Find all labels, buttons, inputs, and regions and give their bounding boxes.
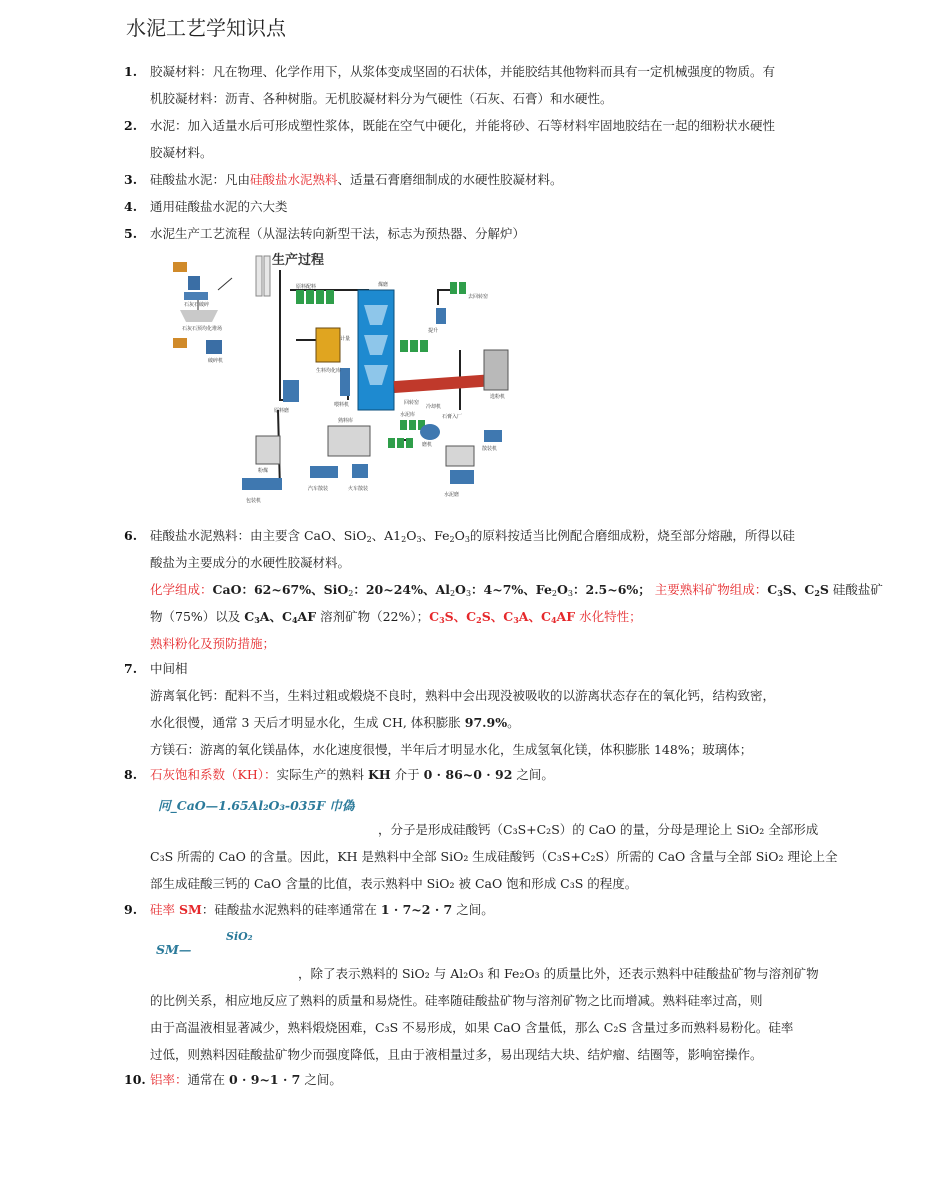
- diagram-label: 原料磨: [274, 408, 290, 414]
- item-number: 7.: [124, 661, 138, 676]
- item-8-line-3: C₃S 所需的 CaO 的含量。因此，KH 是熟料中全部 SiO₂ 生成硅酸钙（C₃S+C₂S）所需的 CaO 含量与全部 SiO₂ 理论上全: [150, 849, 838, 864]
- item-9-line-1: 硅率 SM：硅酸盐水泥熟料的硅率通常在 1 · 7~2 · 7 之间。: [150, 902, 494, 917]
- page-title: 水泥工艺学知识点: [126, 16, 286, 40]
- highlight-text: 硅酸盐水泥熟料: [250, 172, 338, 187]
- item-7-line-1: 游离氧化钙：配料不当，生料过粗或煅烧不良时，熟料中会出现没被吸收的以游离状态存在的氧化钙，结构致密，: [150, 688, 776, 703]
- item-number: 10.: [124, 1072, 146, 1087]
- diagram-label: 选粉机: [490, 394, 506, 400]
- item-7-title: 中间相: [150, 661, 188, 676]
- diagram-label: 熟料库: [338, 418, 354, 424]
- raw-mill-icon: [283, 380, 299, 402]
- item-number: 3.: [124, 172, 138, 187]
- item-6-line-2: 酸盐为主要成分的水硬性胶凝材料。: [150, 555, 351, 570]
- item-9-line-4: 由于高温液相显著减少，熟料煅烧困难，C₃S 不易形成，如果 CaO 含量低，那么 C₂S 含量过多而熟料易粉化。硅率: [150, 1020, 794, 1035]
- item-8-line-1: 石灰饱和系数（KH）：实际生产的熟料 KH 介于 0 · 86~0 · 92 之间。: [150, 767, 554, 782]
- diagram-label: 煤磨: [378, 282, 389, 288]
- diagram-label: 破碎机: [208, 358, 224, 364]
- diagram-label: 喂料机: [334, 402, 350, 408]
- diagram-label: 石灰石破碎: [184, 302, 210, 308]
- diagram-label: 回转窑: [404, 400, 420, 406]
- diagram-label: 散装机: [482, 446, 498, 452]
- item-6-line-5: 熟料粉化及预防措施；: [150, 636, 276, 651]
- preheater-tower-icon: [358, 290, 394, 410]
- sm-formula-numerator: SiO₂: [226, 930, 253, 943]
- item-7-line-2: 水化很慢，通常 3 天后才明显水化，生成 CH, 体积膨胀 97.9%。: [150, 715, 520, 730]
- diagram-label: 汽车散装: [308, 486, 329, 492]
- item-1-line-2: 机胶凝材料：沥青、各种树脂。无机胶凝材料分为气硬性（石灰、石膏）和水硬性。: [150, 91, 613, 106]
- item-number: 1.: [124, 64, 138, 79]
- diagram-label: 水泥库: [400, 412, 416, 418]
- item-10-line: 铝率：通常在 0 · 9~1 · 7 之间。: [150, 1072, 342, 1087]
- diagram-label: 冷却机: [426, 404, 442, 410]
- diagram-label: 火车散装: [348, 486, 369, 492]
- diagram-label: 磨机: [422, 442, 433, 448]
- item-9-line-3: 的比例关系，相应地反应了熟料的质量和易烧性。硅率随硅酸盐矿物与溶剂矿物之比而增减。熟料硅率过高，则: [150, 993, 763, 1008]
- diagram-title: 生产过程: [272, 253, 325, 268]
- item-2-line-2: 胶凝材料。: [150, 145, 213, 160]
- item-5-line: 水泥生产工艺流程（从湿法转向新型干法，标志为预热器、分解炉）: [150, 226, 526, 241]
- diagram-label: 水泥磨: [444, 492, 460, 498]
- diagram-label: 生料均化库: [316, 368, 342, 374]
- item-number: 8.: [124, 767, 138, 782]
- item-number: 4.: [124, 199, 138, 214]
- item-number: 5.: [124, 226, 138, 241]
- item-7-line-3: 方镁石：游离的氧化镁晶体，水化速度很慢，半年后才明显水化，生成氢氧化镁，体积膨胀 148%；玻璃体；: [150, 742, 753, 757]
- item-8-line-2: ，分子是形成硅酸钙（C₃S+C₂S）的 CaO 的量，分母是理论上 SiO₂ 全部形成: [378, 822, 819, 837]
- item-9-line-5: 过低，则熟料因硅酸盐矿物少而强度降低，且由于液相量过多，易出现结大块、结炉瘤、结圈等，影响窑操作。: [150, 1047, 763, 1062]
- item-1-line-1: 胶凝材料：凡在物理、化学作用下，从浆体变成坚固的石状体，并能胶结其他物料而具有一定机械强度的物质。有: [150, 64, 776, 79]
- item-6-chem-line: 化学组成：CaO：62~67%、SiO$_2$：20~24%、$Al_2O_3$：4~7%、$Fe_2O_3$：2.5~6%； 主要熟料矿物组成：$C_3S$、$C_2S$ 硅酸盐矿: [150, 582, 883, 598]
- item-4-line: 通用硅酸盐水泥的六大类: [150, 199, 288, 214]
- item-6-line-1: 硅酸盐水泥熟料：由主要含 CaO、SiO$_2$、$A1_2O_3$、$Fe_2O_3$的原料按适当比例配合磨细成粉，烧至部分熔融，所得以硅: [150, 528, 795, 544]
- kh-formula: 冋_CaO—1.65Al₂O₃-035F 巾偽: [158, 798, 355, 813]
- diagram-label: 计量: [340, 336, 351, 342]
- diagram-label: 石灰石预均化堆场: [182, 326, 223, 332]
- raw-meal-silo-icon: [316, 328, 340, 362]
- diagram-label: 包装机: [246, 498, 262, 504]
- sm-formula-lhs: SM—: [156, 942, 192, 957]
- item-3-line: 硅酸盐水泥：凡由硅酸盐水泥熟料、适量石膏磨细制成的水硬性胶凝材料。: [150, 172, 563, 187]
- diagram-label: 去回转窑: [468, 294, 489, 300]
- process-flow-diagram: [168, 250, 518, 518]
- item-number: 2.: [124, 118, 138, 133]
- item-number: 9.: [124, 902, 138, 917]
- item-number: 6.: [124, 528, 138, 543]
- diagram-label: 粉煤: [258, 468, 269, 474]
- diagram-label: 石膏入厂: [442, 414, 463, 420]
- diagram-label: 提升: [428, 328, 439, 334]
- diagram-label: 原料配料: [296, 284, 317, 290]
- item-8-line-4: 部生成硅酸三钙的 CaO 含量的比值，表示熟料中 SiO₂ 被 CaO 饱和形成 C₃S 的程度。: [150, 876, 638, 891]
- item-2-line-1: 水泥：加入适量水后可形成塑性浆体，既能在空气中硬化，并能将砂、石等材料牢固地胶结在一起的细粉状水硬性: [150, 118, 776, 133]
- item-6-line-4: 物（75%）以及 $C_3A$、$C_4AF$ 溶剂矿物（22%）；$C_3S$、$C_2S$、$C_3A$、$C_4AF$ 水化特性；: [150, 609, 642, 625]
- item-9-line-2: ，除了表示熟料的 SiO₂ 与 Al₂O₃ 和 Fe₂O₃ 的质量比外，还表示熟料中硅酸盐矿物与溶剂矿物: [298, 966, 819, 981]
